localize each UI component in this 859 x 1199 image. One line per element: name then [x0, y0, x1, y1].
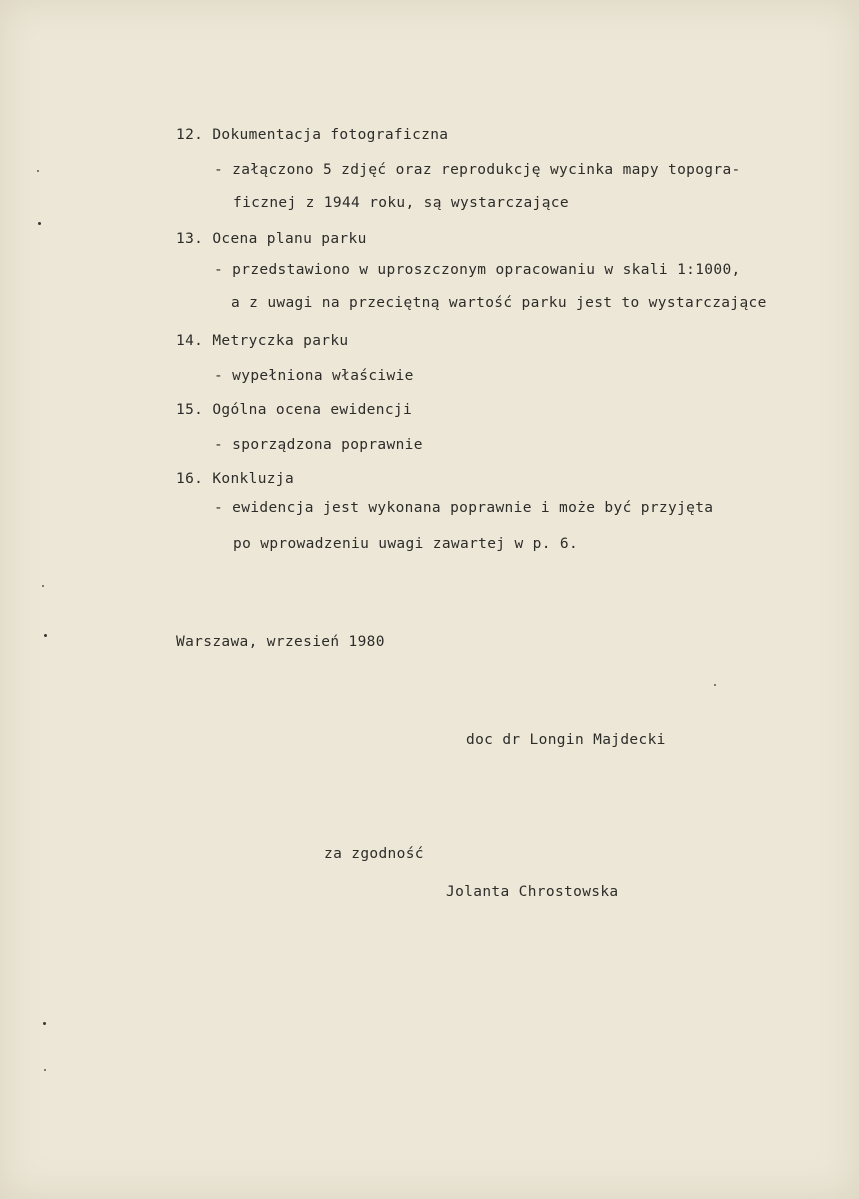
paper-speck — [43, 1022, 46, 1025]
item-text-line: po wprowadzeniu uwagi zawartej w p. 6. — [233, 536, 579, 552]
item-heading: 14. Metryczka parku — [176, 333, 349, 349]
attestation-signatory: Jolanta Chrostowska — [446, 884, 619, 900]
paper-speck — [37, 170, 39, 172]
signatory-name: doc dr Longin Majdecki — [466, 732, 666, 748]
attestation-label: za zgodność — [324, 846, 424, 862]
item-text-line: - ewidencja jest wykonana poprawnie i może być przyjęta — [214, 500, 714, 516]
item-text-line: a z uwagi na przeciętną wartość parku jest to wystarczające — [231, 295, 767, 311]
item-heading: 13. Ocena planu parku — [176, 231, 367, 247]
paper-speck — [38, 222, 41, 225]
item-heading: 12. Dokumentacja fotograficzna — [176, 127, 449, 143]
paper-speck — [42, 585, 44, 587]
item-text-line: - wypełniona właściwie — [214, 368, 414, 384]
paper-speck — [44, 1069, 46, 1071]
item-heading: 15. Ogólna ocena ewidencji — [176, 402, 413, 418]
paper-speck — [44, 634, 47, 637]
item-text-line: ficznej z 1944 roku, są wystarczające — [233, 195, 569, 211]
place-date: Warszawa, wrzesień 1980 — [176, 634, 385, 650]
item-heading: 16. Konkluzja — [176, 471, 295, 487]
paper-speck — [714, 684, 716, 686]
item-text-line: - sporządzona poprawnie — [214, 437, 423, 453]
item-text-line: - załączono 5 zdjęć oraz reprodukcję wycinka mapy topogra- — [214, 162, 741, 178]
item-text-line: - przedstawiono w uproszczonym opracowaniu w skali 1:1000, — [214, 262, 741, 278]
